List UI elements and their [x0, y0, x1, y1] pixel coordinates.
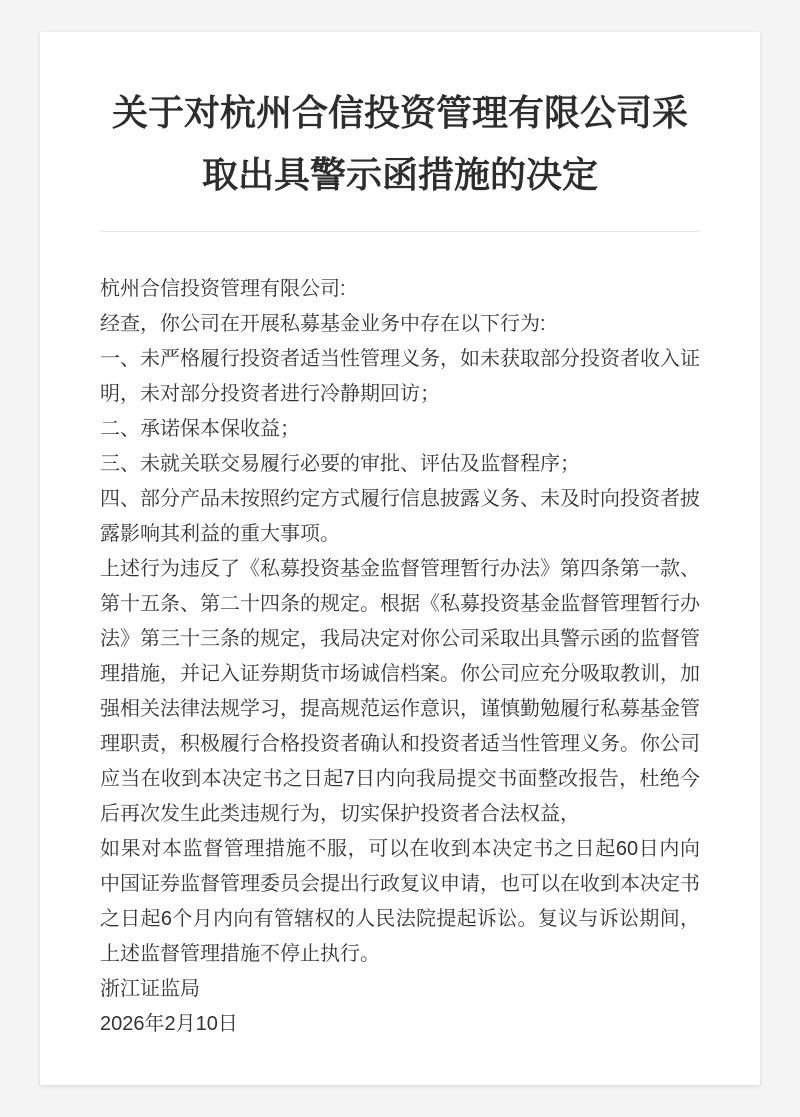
signature: 浙江证监局	[100, 978, 200, 1000]
paragraph-item-3: 三、未就关联交易履行必要的审批、评估及监督程序；	[100, 453, 580, 475]
paragraph-item-2: 二、承诺保本保收益；	[100, 418, 300, 440]
paragraph-appeal-rights: 如果对本监督管理措施不服，可以在收到本决定书之日起60日内向中国证券监督管理委员会提出行政复议申请，也可以在收到本决定书之日起6个月内向有管辖权的人民法院提起诉讼。复议与诉讼期间，上述监督管理措施不停止执行。	[100, 838, 700, 965]
document-title: 关于对杭州合信投资管理有限公司采取出具警示函措施的决定	[111, 92, 688, 195]
document-card	[40, 32, 760, 1085]
title-divider	[100, 231, 700, 232]
paragraph-intro: 经查，你公司在开展私募基金业务中存在以下行为:	[100, 313, 546, 335]
document-date: 2026年2月10日	[100, 1013, 238, 1035]
salutation: 杭州合信投资管理有限公司:	[100, 278, 346, 300]
paragraph-item-4: 四、部分产品未按照约定方式履行信息披露义务、未及时向投资者披露影响其利益的重大事项。	[100, 488, 700, 545]
paragraph-decision: 上述行为违反了《私募投资基金监督管理暂行办法》第四条第一款、第十五条、第二十四条的规定。根据《私募投资基金监督管理暂行办法》第三十三条的规定，我局决定对你公司采取出具警示函的监督管理措施，并记入证券期货市场诚信档案。你公司应充分吸取教训，加强相关法律法规学习，提高规范运作意识，谨慎勤勉履行私募基金管理职责，积极履行合格投资者确认和投资者适当性管理义务。你公司应当在收到本决定书之日起7日内向我局提交书面整改报告，杜绝今后再次发生此类违规行为，切实保护投资者合法权益，	[100, 558, 700, 825]
document-body	[100, 272, 700, 1042]
paragraph-item-1: 一、未严格履行投资者适当性管理义务，如未获取部分投资者收入证明，未对部分投资者进行冷静期回访；	[100, 348, 700, 405]
